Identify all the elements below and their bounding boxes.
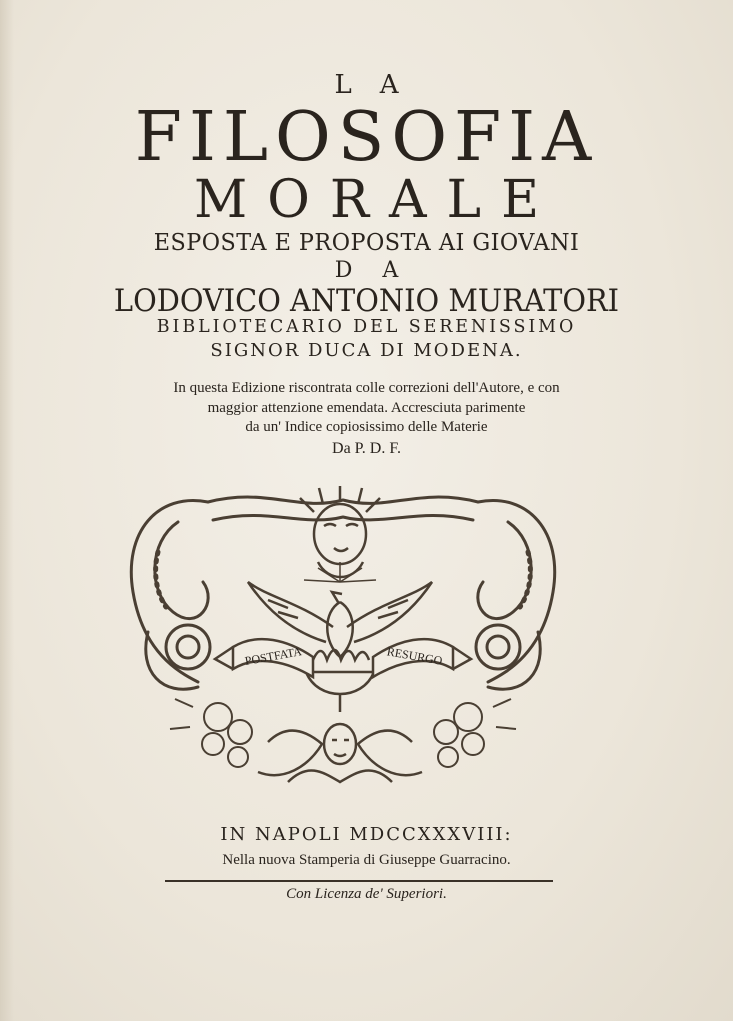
author-title-2: SIGNOR DUCA DI MODENA. [210,340,523,361]
edition-note-2: maggior attenzione emendata. Accresciuta parimente [207,400,526,416]
imprint-place-date: IN NAPOLI MDCCXXXVIII: [220,824,513,845]
imprint-printer: Nella nuova Stamperia di Giuseppe Guarracino. [222,852,511,868]
edition-note-3: da un' Indice copiosissimo delle Materie [245,419,488,435]
imprint-rule [165,880,553,882]
motto-left: POSTFATA [243,644,303,668]
author-name: LODOVICO ANTONIO MURATORI [113,283,620,319]
title-article: LA [334,70,427,100]
title-subtitle: ESPOSTA E PROPOSTA AI GIOVANI [153,230,580,256]
by-line: DA [334,258,429,283]
edition-note-1: In questa Edizione riscontrata colle correzioni dell'Autore, e con [173,380,560,396]
phoenix-cartouche-icon [118,482,568,802]
author-title-1: BIBLIOTECARIO DEL SERENISSIMO [156,316,577,337]
title-main: FILOSOFIA [134,98,599,177]
title-subject: MORALE [193,170,560,230]
motto-right: RESURGO [385,644,444,668]
imprint-license: Con Licenza de' Superiori. [286,886,447,902]
editor-initials: Da P. D. F. [332,440,401,457]
